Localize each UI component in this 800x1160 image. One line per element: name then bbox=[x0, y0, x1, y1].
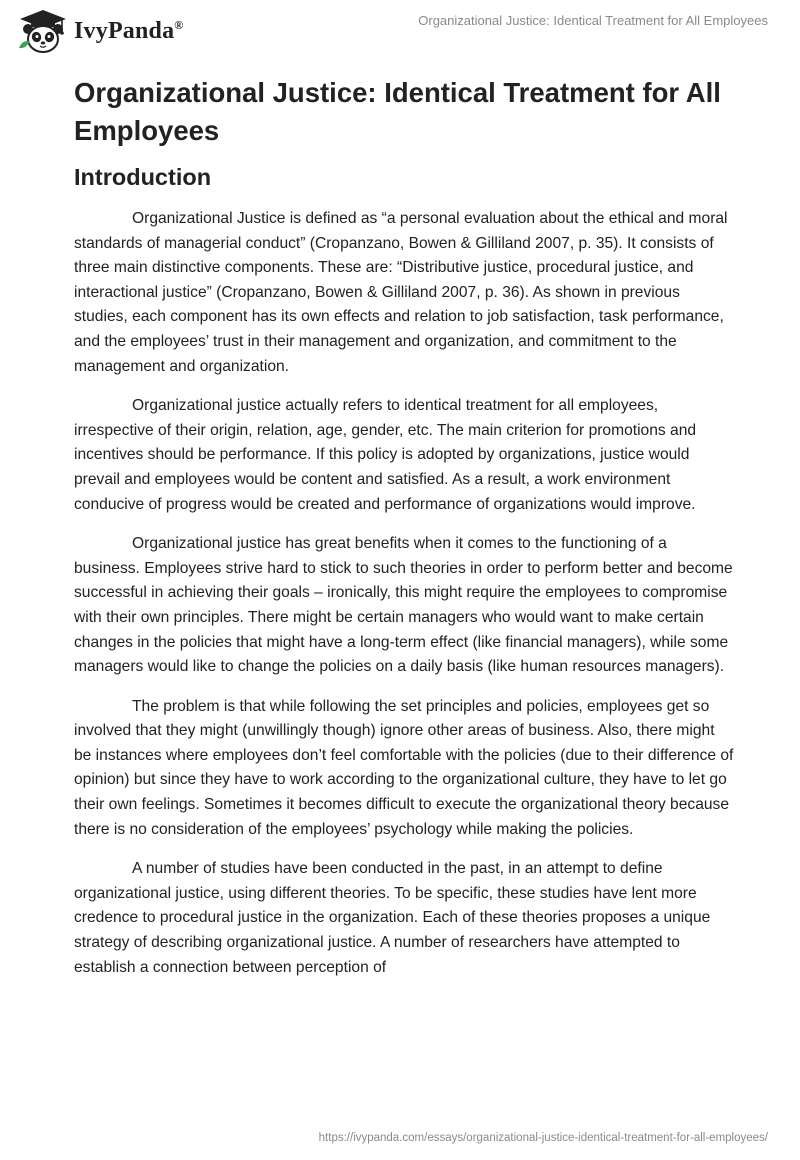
page-title: Organizational Justice: Identical Treatment for All Employees bbox=[74, 77, 721, 146]
section-heading-introduction: Introduction bbox=[74, 164, 212, 190]
header-doc-title: Organizational Justice: Identical Treatment for All Employees bbox=[418, 13, 768, 28]
page-header bbox=[0, 0, 800, 60]
paragraph-4: The problem is that while following the set principles and policies, employees get so involved that they might (unwillingly though) ignore other areas of business. Also, there might be instances where employees don’t feel comfortable with the policies (due to their difference of opinion) but since they have to work according to the organizational culture, they have to let go their own feelings. Sometimes it becomes difficult to execute the organizational theory because there is no consideration of the employees’ psychology while making the policies. bbox=[74, 697, 734, 838]
logo-text: IvyPanda® bbox=[74, 17, 184, 44]
paragraph-5: A number of studies have been conducted in the past, in an attempt to define organizational justice, using different theories. To be specific, these studies have lent more credence to procedural justice in the organization. Each of these theories proposes a unique strategy of describing organizational justice. A number of researchers have attempted to establish a connection between perception of bbox=[74, 860, 711, 976]
paragraph-3: Organizational justice has great benefits when it comes to the functioning of a business. Employees strive hard to stick to such theories in order to perform better and become successful in achieving their goals – ironically, this might require the employees to compromise with their own principles. There might be certain managers who would want to make certain changes in the policies that might have a long-term effect (like financial managers), while some managers would like to change the policies on a daily basis (like human resources managers). bbox=[74, 535, 733, 676]
panda-graduate-icon bbox=[16, 8, 70, 54]
article-body bbox=[74, 74, 734, 995]
ivypanda-logo[interactable] bbox=[16, 8, 183, 54]
paragraph-2: Organizational justice actually refers to identical treatment for all employees, irrespective of their origin, relation, age, gender, etc. The main criterion for promotions and incentives should be performance. If this policy is adopted by organizations, justice would prevail and employees would be content and satisfied. As a result, a work environment conducive of progress would be created and performance of organizations would improve. bbox=[74, 397, 697, 513]
paragraph-1: Organizational Justice is defined as “a personal evaluation about the ethical and moral standards of managerial conduct” (Cropanzano, Bowen & Gilliland 2007, p. 35). It consists of three main distinctive components. These are: “Distributive justice, procedural justice, and interactional justice” (Cropanzano, Bowen & Gilliland 2007, p. 36). As shown in previous studies, each component has its own effects and relation to job satisfaction, task performance, and the employees’ trust in their management and organization, and commitment to the management and organization. bbox=[74, 210, 728, 375]
footer-source-url[interactable]: https://ivypanda.com/essays/organizational-justice-identical-treatment-for-all-employees/ bbox=[318, 1132, 768, 1144]
registered-mark: ® bbox=[174, 17, 184, 32]
